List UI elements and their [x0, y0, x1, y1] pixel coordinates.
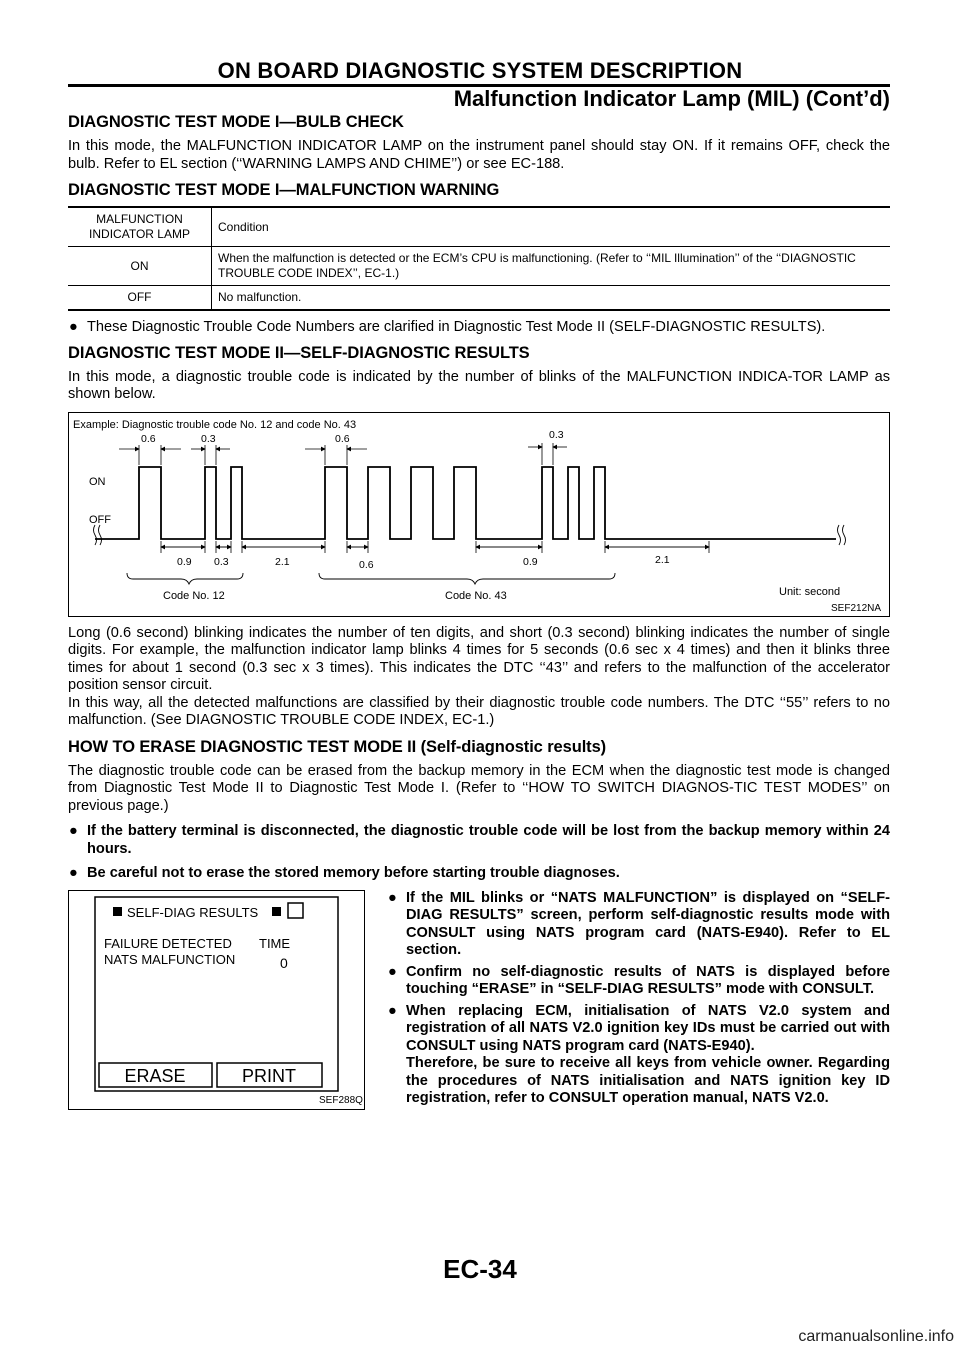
- brace-code-12: [127, 573, 243, 584]
- table-cell-state: OFF: [68, 286, 212, 311]
- figure-ref: SEF212NA: [831, 602, 882, 614]
- dim-top: 0.3: [201, 432, 216, 445]
- note-tail-text: Therefore, be sure to receive all keys from vehicle owner. Regarding the procedures of NATS initialisation and NATS ignition key ID registration, refer to CONSULT operation manual, NATS V2.0.: [406, 1055, 890, 1106]
- table-header-condition: Condition: [212, 207, 891, 247]
- bullet-text: If the battery terminal is disconnected, the diagnostic trouble code will be lost from the backup memory within 24 hours.: [87, 823, 890, 857]
- screen-item-nats: NATS MALFUNCTION: [104, 951, 236, 967]
- bullet-icon: ●: [388, 889, 397, 906]
- code-43-label: Code No. 43: [445, 589, 507, 602]
- table-row: [68, 247, 890, 286]
- code-12-label: Code No. 12: [163, 589, 225, 602]
- screen-col-failure: FAILURE DETECTED: [104, 935, 232, 951]
- heading-how-to-erase: HOW TO ERASE DIAGNOSTIC TEST MODE II (Self-diagnostic results): [68, 737, 607, 756]
- heading-malfunction-warning: DIAGNOSTIC TEST MODE I—MALFUNCTION WARNING: [68, 181, 500, 199]
- para-blink-explanation: Long (0.6 second) blinking indicates the number of ten digits, and short (0.3 second) blinking indicates the number of single digits. For example, the malfunction indicator lamp blinks 4 times for 5 seconds (0.6 sec x 4 times) and then it blinks three times for about 1 second (0.3 sec x 3 times). This indicates the DTC ‘‘43’’ and refers to the malfunction of the accelerator position sensor circuit.: [68, 624, 890, 693]
- para-erase-intro: The diagnostic trouble code can be erased from the backup memory in the ECM when the diagnostic test mode is changed from Diagnostic Test Mode II to Diagnostic Test Mode I. (Refer to ‘‘HOW TO SWITCH DIAGNOS-TIC TEST MODES’’ on previous page.): [68, 762, 890, 814]
- lower-section: [68, 890, 890, 1190]
- list-item: [68, 865, 890, 883]
- bullet-text: Be careful not to erase the stored memory before starting trouble diagnoses.: [87, 865, 620, 881]
- list-item: [68, 823, 890, 858]
- nats-notes: [387, 890, 890, 1112]
- screen-frame: [95, 897, 338, 1091]
- screen-time-value: 0: [280, 954, 288, 971]
- table-row: [68, 286, 890, 311]
- break-mark-left: [94, 525, 102, 545]
- figure-ref: SEF288Q: [319, 1094, 363, 1106]
- page-header-title: ON BOARD DIAGNOSTIC SYSTEM DESCRIPTION: [217, 58, 743, 83]
- screen-col-time: TIME: [259, 935, 291, 951]
- dim-bottom: 2.1: [655, 553, 670, 566]
- dim-bottom: 0.3: [214, 555, 229, 568]
- bullet-icon: ●: [69, 823, 78, 839]
- title-marker-icon: [272, 907, 281, 916]
- para-bulb-check: In this mode, the MALFUNCTION INDICATOR LAMP on the instrument panel should stay ON. If it remains OFF, check the bulb. Refer to EL section (‘‘WARNING LAMPS AND CHIME’’) or see EC-188.: [68, 138, 890, 172]
- consult-screen-figure: [68, 890, 365, 1110]
- print-button-label: PRINT: [242, 1065, 296, 1086]
- bullet-text: When replacing ECM, initialisation of NATS V2.0 system and registration of all NATS V2.0 ignition key IDs must be carried out with CONSULT using NATS program card (NATS-E940).: [406, 1002, 890, 1054]
- table-cell-state: ON: [68, 247, 212, 286]
- table-header-mil-line2: INDICATOR LAMP: [89, 227, 190, 241]
- list-item: [387, 964, 890, 999]
- main-content: [68, 113, 890, 1190]
- heading-bulb-check: DIAGNOSTIC TEST MODE I—BULB CHECK: [68, 113, 404, 131]
- table-cell-condition: When the malfunction is detected or the ECM’s CPU is malfunctioning. (Refer to ‘‘MIL Illumination’’ of the ‘‘DIAGNOSTIC TROUBLE CODE INDEX’’, EC-1.): [212, 247, 891, 286]
- para-self-diag-intro: In this mode, a diagnostic trouble code is indicated by the number of blinks of the MALFUNCTION INDICA-TOR LAMP as shown below.: [68, 368, 890, 402]
- watermark: carmanualsonline.info: [798, 1328, 954, 1345]
- title-marker-icon: [113, 907, 122, 916]
- table-header-mil: [68, 207, 212, 247]
- dim-bottom: 2.1: [275, 555, 290, 568]
- para-dtc-classification: In this way, all the detected malfunctions are classified by their diagnostic trouble code numbers. The DTC ‘‘55’’ refers to no malfunction. (See DIAGNOSTIC TROUBLE CODE INDEX, EC-1.): [68, 694, 890, 728]
- timing-diagram-svg: [69, 413, 889, 616]
- dim-top: 0.6: [141, 432, 156, 445]
- bullet-icon: ●: [69, 865, 78, 881]
- list-item: [68, 319, 890, 337]
- page-number: EC-34: [443, 1254, 517, 1284]
- mil-waveform: [95, 467, 836, 539]
- table-header-row: [68, 207, 890, 247]
- bullet-icon: ●: [69, 319, 78, 335]
- bullet-text: If the MIL blinks or “NATS MALFUNCTION” is displayed on “SELF-DIAG RESULTS” screen, perform self-diagnostic results mode with CONSULT using NATS program card (NATS-E940). Refer to EL section.: [406, 889, 890, 958]
- dim-top: 0.6: [335, 432, 350, 445]
- table-cell-condition: No malfunction.: [212, 286, 891, 311]
- table-header-mil-line1: MALFUNCTION: [96, 212, 183, 226]
- brace-code-43: [319, 573, 615, 584]
- break-mark-right: [838, 525, 846, 545]
- screen-title: SELF-DIAG RESULTS: [127, 904, 259, 920]
- dim-bottom: 0.6: [359, 558, 374, 571]
- bullet-icon: ●: [388, 963, 397, 980]
- dim-bottom: 0.9: [177, 555, 192, 568]
- page-box-icon: [288, 903, 303, 918]
- diagram-title: Example: Diagnostic trouble code No. 12 and code No. 43: [73, 418, 357, 431]
- list-item: [387, 1003, 890, 1056]
- bullet-icon: ●: [388, 1002, 397, 1019]
- on-label: ON: [89, 475, 106, 488]
- dim-bottom: 0.9: [523, 555, 538, 568]
- consult-screen-svg: [69, 891, 364, 1109]
- heading-self-diag-results: DIAGNOSTIC TEST MODE II—SELF-DIAGNOSTIC RESULTS: [68, 343, 530, 362]
- unit-label: Unit: second: [779, 585, 841, 598]
- erase-button-label: ERASE: [124, 1065, 186, 1086]
- off-label: OFF: [89, 513, 111, 526]
- bullet-text: Confirm no self-diagnostic results of NATS is displayed before touching “ERASE” in “SELF-DIAG RESULTS” mode with CONSULT.: [406, 963, 890, 997]
- page-header-subtitle: Malfunction Indicator Lamp (MIL) (Cont’d): [453, 86, 890, 111]
- nats-note-tail: [387, 1055, 890, 1108]
- list-item: [387, 890, 890, 960]
- blink-timing-diagram: [68, 412, 890, 617]
- dim-top: 0.3: [549, 428, 564, 441]
- bullet-text: These Diagnostic Trouble Code Numbers are clarified in Diagnostic Test Mode II (SELF-DIAGNOSTIC RESULTS).: [87, 319, 826, 335]
- mil-condition-table: [68, 206, 890, 311]
